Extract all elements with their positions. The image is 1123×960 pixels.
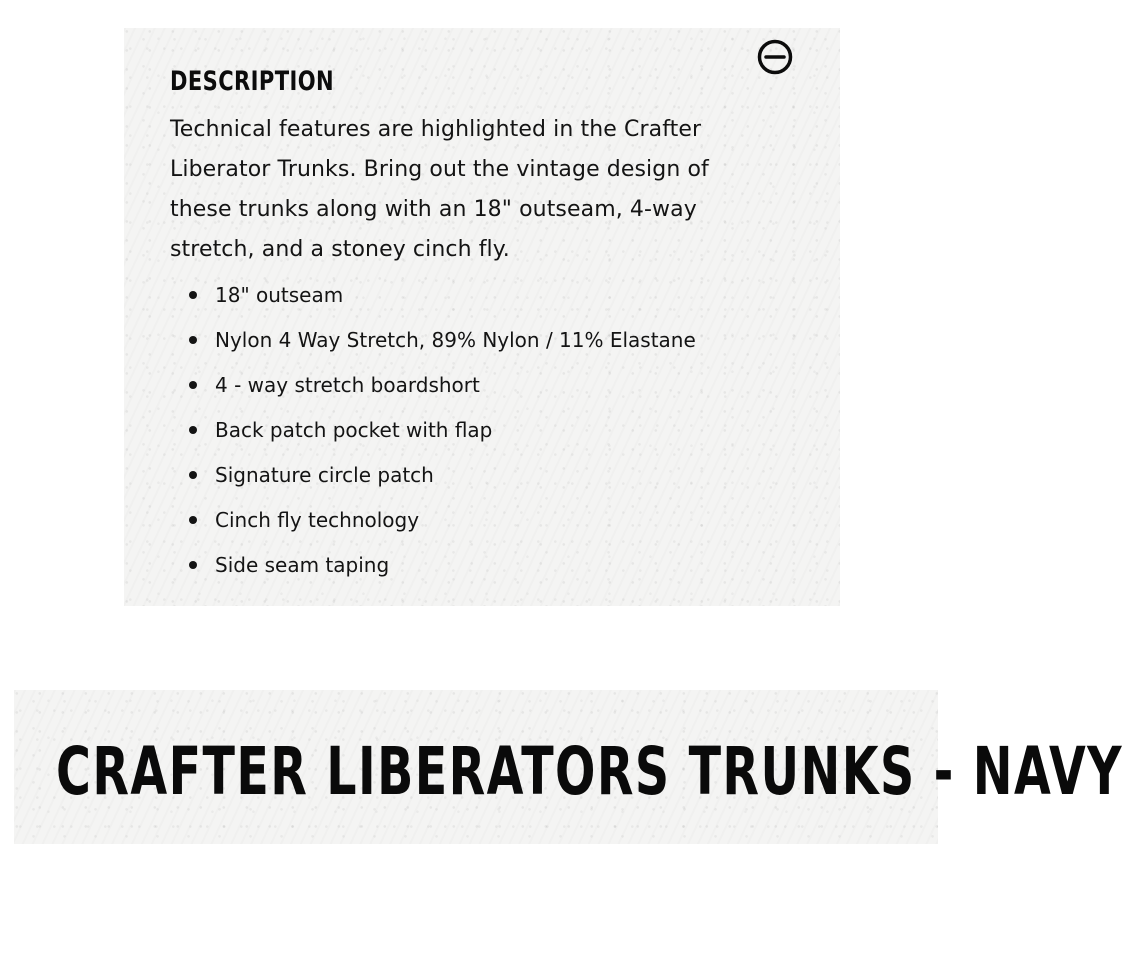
bullet-icon (189, 381, 197, 389)
bullet-icon (189, 561, 197, 569)
feature-item (170, 453, 696, 498)
minus-circle-icon (756, 38, 794, 76)
feature-item (170, 318, 696, 363)
feature-label: Back patch pocket with flap (215, 418, 493, 442)
feature-item (170, 273, 696, 318)
description-heading: DESCRIPTION (170, 66, 335, 97)
feature-label: Cinch fly technology (215, 508, 420, 532)
bullet-icon (189, 291, 197, 299)
feature-label: 4 - way stretch boardshort (215, 373, 480, 397)
feature-item (170, 363, 696, 408)
collapse-button[interactable] (756, 38, 794, 76)
feature-label: Signature circle patch (215, 463, 434, 487)
feature-label: Side seam taping (215, 553, 390, 577)
bullet-icon (189, 516, 197, 524)
feature-list (170, 273, 696, 588)
product-title: CRAFTER LIBERATORS TRUNKS - NAVY (56, 733, 1123, 810)
feature-item (170, 498, 696, 543)
description-panel (124, 28, 840, 606)
feature-label: Nylon 4 Way Stretch, 89% Nylon / 11% Elastane (215, 328, 696, 352)
bullet-icon (189, 336, 197, 344)
product-title-band (14, 690, 1123, 844)
bullet-icon (189, 471, 197, 479)
feature-item (170, 543, 696, 588)
description-paragraph: Technical features are highlighted in the Crafter Liberator Trunks. Bring out the vintage design of these trunks along with an 18" outseam, 4-way stretch, and a stoney cinch fly. (170, 117, 709, 262)
feature-label: 18" outseam (215, 283, 344, 307)
feature-item (170, 408, 696, 453)
bullet-icon (189, 426, 197, 434)
